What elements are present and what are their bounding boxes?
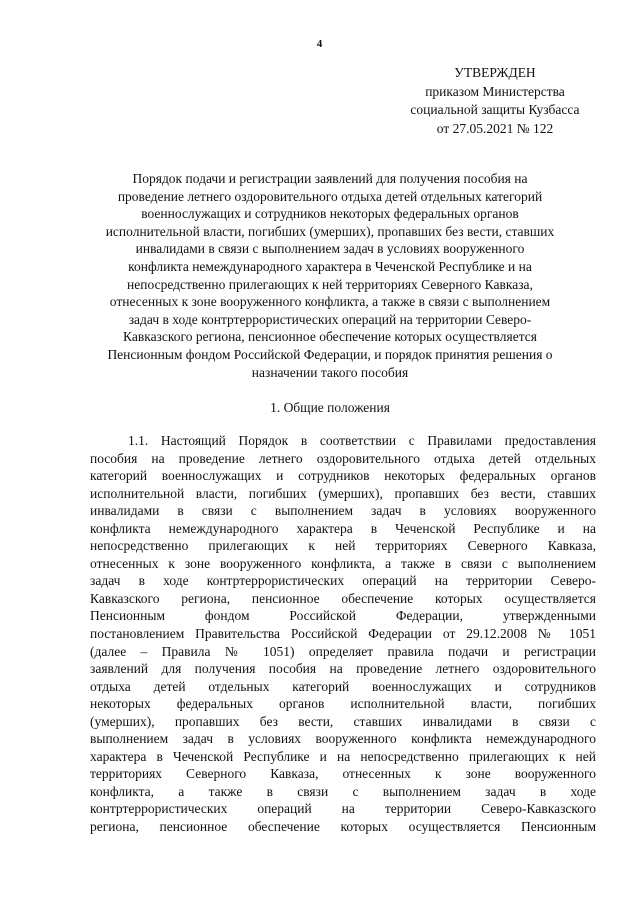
paragraph-line: территориях Северного Кавказа, отнесенных к зоне вооруженного bbox=[90, 766, 596, 782]
paragraph-line: характера в Чеченской Республике и на непосредственно прилегающих к ней bbox=[90, 748, 596, 764]
paragraph-line: инвалидами в связи с выполнением задач в условиях вооруженного bbox=[90, 503, 596, 519]
paragraph-line: (умерших), пропавших без вести, ставших инвалидами в связи с bbox=[90, 713, 596, 729]
title-line: проведение летнего оздоровительного отдыха детей отдельных категорий bbox=[117, 188, 543, 204]
page-number: 4 bbox=[316, 38, 323, 50]
paragraph-line: 1.1. Настоящий Порядок в соответствии с Правилами предоставления bbox=[128, 433, 596, 448]
paragraph-line: отдыха детей отдельных категорий военнослужащих и сотрудников bbox=[90, 678, 596, 694]
paragraph-line: региона, пенсионное обеспечение которых осуществляется Пенсионным bbox=[90, 819, 596, 835]
paragraph-1-1 bbox=[90, 432, 596, 836]
paragraph-line: Пенсионным фондом Российской Федерации, утвержденными bbox=[90, 608, 596, 624]
title-line: задач в ходе контртеррористических операций на территории Северо- bbox=[128, 311, 532, 327]
approval-line: социальной защиты Кузбасса bbox=[410, 102, 580, 117]
title-line: отнесенных к зоне вооруженного конфликта, а также в связи с выполнением bbox=[109, 294, 551, 310]
paragraph-line: заявлений для получения пособия на проведение летнего оздоровительного bbox=[90, 661, 596, 677]
approval-line: приказом Министерства bbox=[425, 83, 565, 99]
document-title bbox=[80, 170, 580, 381]
title-line: Порядок подачи и регистрации заявлений для получения пособия на bbox=[132, 171, 528, 186]
approval-block bbox=[380, 64, 610, 138]
title-line: инвалидами в связи с выполнением задач в условиях вооруженного bbox=[135, 241, 525, 257]
approval-line: УТВЕРЖДЕН bbox=[454, 65, 536, 80]
approval-line: от 27.05.2021 № 122 bbox=[436, 120, 554, 136]
title-line: военнослужащих и сотрудников некоторых федеральных органов bbox=[141, 206, 519, 222]
paragraph-line: контртеррористических операций на территории Северо-Кавказского bbox=[90, 801, 596, 817]
paragraph-line: некоторых федеральных органов исполнительной власти, погибших bbox=[90, 696, 596, 712]
title-line: непосредственно прилегающих к ней территориях Северного Кавказа, bbox=[127, 276, 533, 292]
title-line: Пенсионным фондом Российской Федерации, и порядок принятия решения о bbox=[107, 346, 553, 362]
paragraph-line: непосредственно прилегающих к ней территориях Северного Кавказа, bbox=[90, 538, 596, 554]
paragraph-line: выполнением задач в условиях вооруженного конфликта немеждународного bbox=[90, 731, 596, 747]
paragraph-line: исполнительной власти, погибших (умерших), пропавших без вести, ставших bbox=[90, 485, 596, 501]
section-heading: 1. Общие положения bbox=[270, 400, 390, 415]
paragraph-line: задач в ходе контртеррористических операций на территории Северо- bbox=[90, 573, 596, 589]
paragraph-line: конфликта немеждународного характера в Чеченской Республике и на bbox=[90, 520, 596, 536]
paragraph-line: (далее – Правила № 1051) определяет правила подачи и регистрации bbox=[90, 643, 596, 659]
title-line: назначении такого пособия bbox=[251, 364, 409, 380]
paragraph-line: постановлением Правительства Российской Федерации от 29.12.2008 № 1051 bbox=[90, 626, 596, 642]
paragraph-line: конфликта, а также в связи с выполнением задач в ходе bbox=[90, 783, 596, 799]
paragraph-line: отнесенных к зоне вооруженного конфликта, а также в связи с выполнением bbox=[90, 555, 596, 571]
title-line: исполнительной власти, погибших (умерших), пропавших без вести, ставших bbox=[105, 223, 555, 239]
paragraph-line: пособия на проведение летнего оздоровительного отдыха детей отдельных bbox=[90, 450, 596, 466]
paragraph-line: Кавказского региона, пенсионное обеспечение которых осуществляется bbox=[90, 590, 596, 606]
paragraph-line: категорий военнослужащих и сотрудников некоторых федеральных органов bbox=[90, 468, 596, 484]
title-line: конфликта немеждународного характера в Чеченской Республике и на bbox=[128, 258, 532, 274]
title-line: Кавказского региона, пенсионное обеспечение которых осуществляется bbox=[123, 329, 537, 345]
